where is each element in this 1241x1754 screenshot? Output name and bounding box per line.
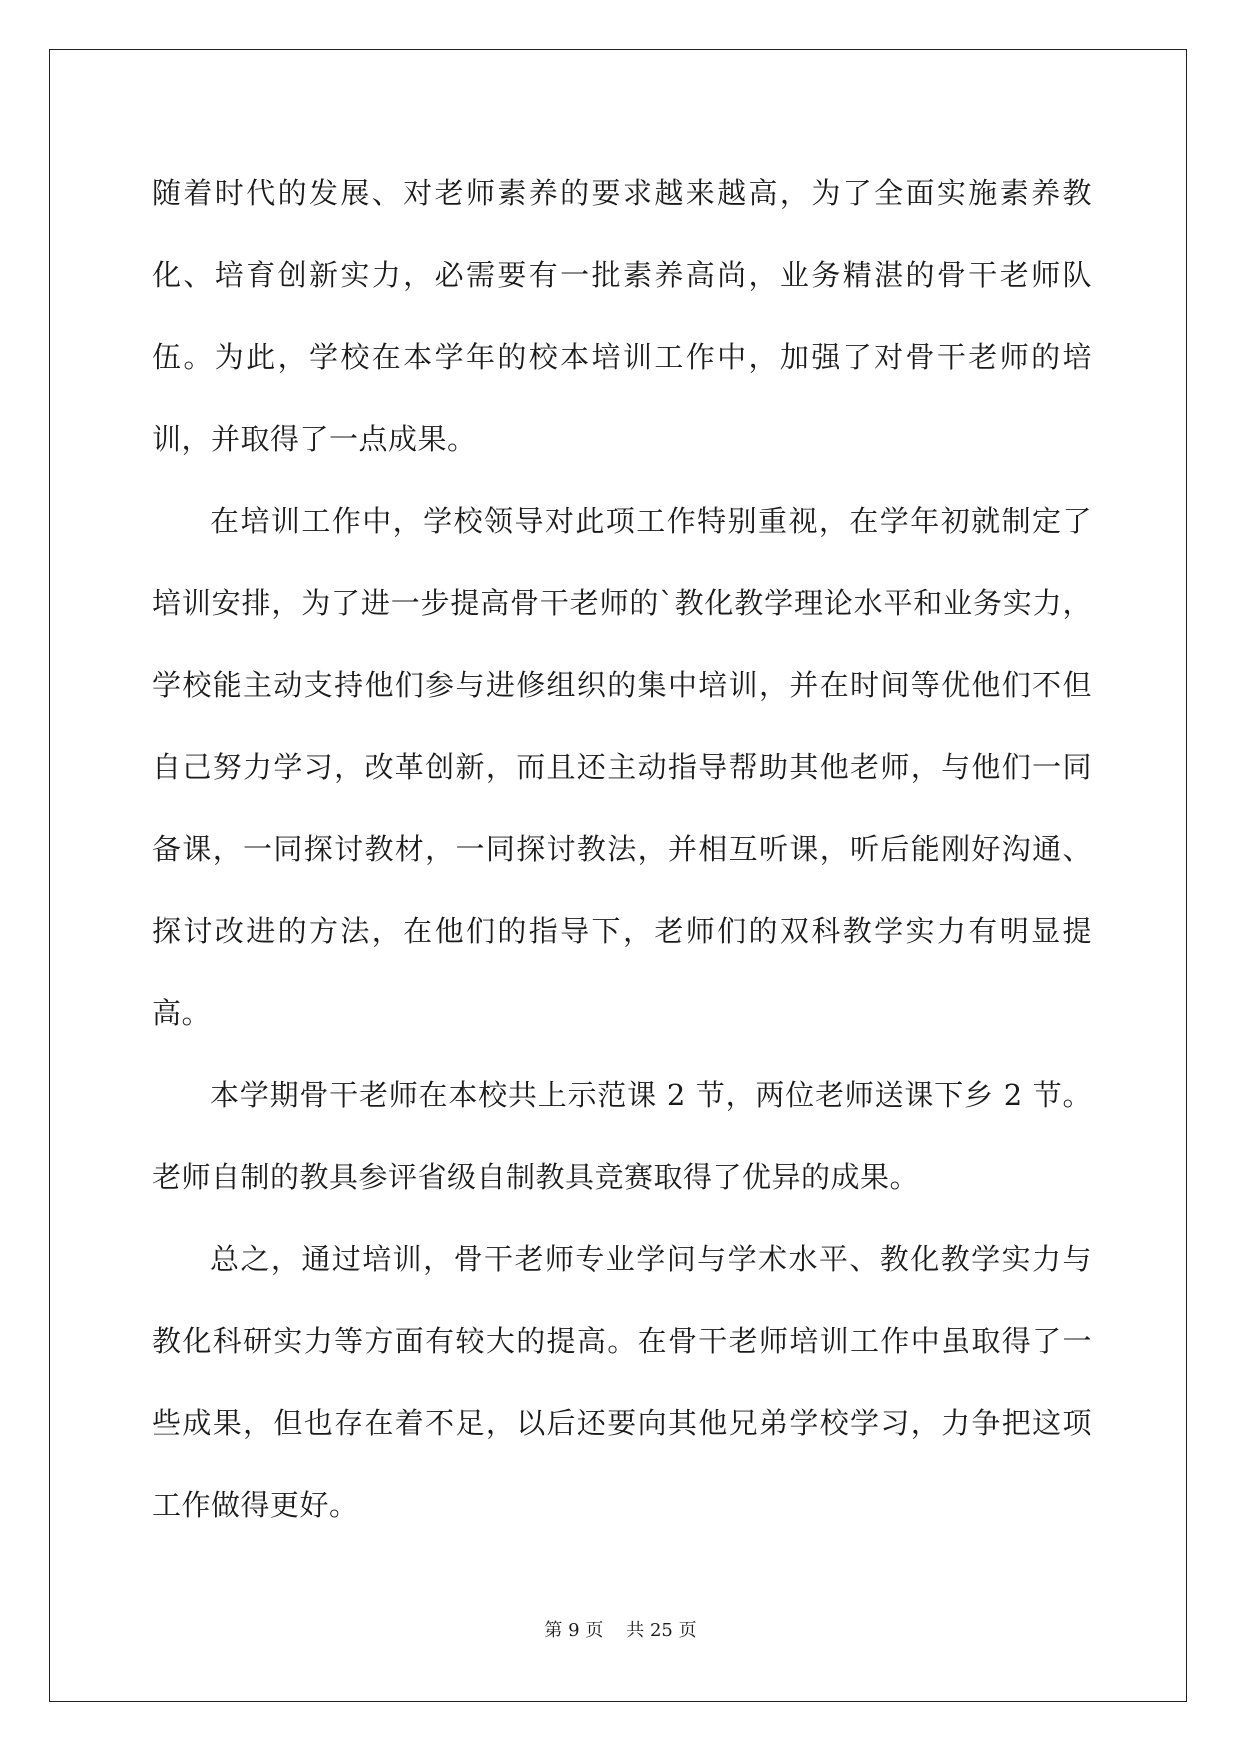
document-body	[152, 152, 1092, 1546]
paragraph-2: 在培训工作中，学校领导对此项工作特别重视，在学年初就制定了培训安排，为了进一步提高骨干老师的`教化教学理论水平和业务实力，学校能主动支持他们参与进修组织的集中培训，并在时间等优他们不但自己努力学习，改革创新，而且还主动指导帮助其他老师，与他们一同备课，一同探讨教材，一同探讨教法，并相互听课，听后能刚好沟通、探讨改进的方法，在他们的指导下，老师们的双科教学实力有明显提高。	[152, 504, 1092, 1030]
page-footer	[0, 1616, 1241, 1642]
paragraph-3: 本学期骨干老师在本校共上示范课 2 节，两位老师送课下乡 2 节。老师自制的教具参评省级自制教具竞赛取得了优异的成果。	[152, 1078, 1092, 1194]
paragraph-1: 随着时代的发展、对老师素养的要求越来越高，为了全面实施素养教化、培育创新实力，必需要有一批素养高尚，业务精湛的骨干老师队伍。为此，学校在本学年的校本培训工作中，加强了对骨干老师的培训，并取得了一点成果。	[152, 176, 1092, 456]
page-number: 第 9 页	[544, 1620, 604, 1641]
page-total: 共 25 页	[626, 1620, 697, 1641]
paragraph-4: 总之，通过培训，骨干老师专业学问与学术水平、教化教学实力与教化科研实力等方面有较大的提高。在骨干老师培训工作中虽取得了一些成果，但也存在着不足，以后还要向其他兄弟学校学习，力争把这项工作做得更好。	[152, 1242, 1092, 1522]
